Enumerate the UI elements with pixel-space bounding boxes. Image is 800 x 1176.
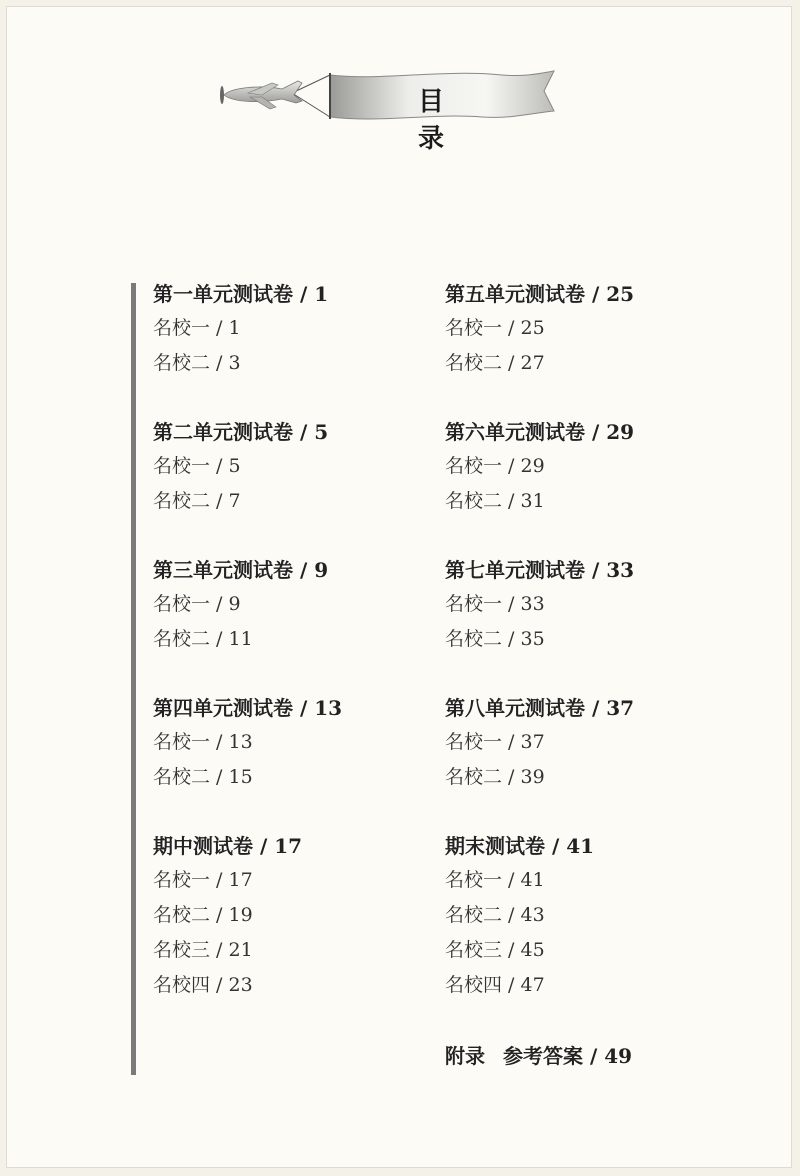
- toc-entry: 名校一 / 17: [153, 869, 253, 891]
- toc-entry: 名校三 / 45: [445, 939, 545, 961]
- toc-entry: 名校一 / 1: [153, 317, 241, 339]
- toc-entry: 名校一 / 25: [445, 317, 545, 339]
- toc-entry: 名校一 / 5: [153, 455, 241, 477]
- appendix-label: 附录: [445, 1044, 485, 1068]
- toc-section: [153, 415, 342, 519]
- toc-entry: 名校四 / 47: [445, 974, 545, 996]
- section-title: 第七单元测试卷 / 33: [445, 558, 635, 582]
- toc-entry: 名校二 / 35: [445, 628, 545, 650]
- appendix-entry: [445, 1039, 632, 1073]
- toc-page: [6, 6, 792, 1168]
- section-title: 期中测试卷 / 17: [153, 834, 303, 858]
- toc-entry: 名校二 / 19: [153, 904, 253, 926]
- toc-section: [445, 415, 634, 519]
- toc-entry: 名校二 / 31: [445, 490, 545, 512]
- toc-entry: 名校一 / 37: [445, 731, 545, 753]
- section-title: 第二单元测试卷 / 5: [153, 420, 329, 444]
- appendix-title: 参考答案 / 49: [503, 1044, 633, 1068]
- section-title: 期末测试卷 / 41: [445, 834, 595, 858]
- toc-entry: 名校二 / 43: [445, 904, 545, 926]
- toc-section: [153, 691, 342, 795]
- toc-entry: 名校一 / 41: [445, 869, 545, 891]
- toc-section: [153, 829, 342, 1003]
- toc-column-right: [445, 277, 634, 1037]
- toc-entry: 名校二 / 39: [445, 766, 545, 788]
- toc-section: [445, 829, 634, 1003]
- toc-entry: 名校一 / 33: [445, 593, 545, 615]
- toc-entry: 名校四 / 23: [153, 974, 253, 996]
- toc-section: [445, 277, 634, 381]
- toc-section: [153, 553, 342, 657]
- section-title: 第八单元测试卷 / 37: [445, 696, 635, 720]
- vertical-divider: [131, 283, 136, 1075]
- page-title: 目 录: [417, 87, 466, 154]
- section-title: 第四单元测试卷 / 13: [153, 696, 343, 720]
- toc-column-left: [153, 277, 342, 1037]
- header-banner: [212, 67, 562, 154]
- toc-section: [153, 277, 342, 381]
- toc-entry: 名校二 / 11: [153, 628, 253, 650]
- toc-section: [445, 691, 634, 795]
- toc-entry: 名校二 / 15: [153, 766, 253, 788]
- section-title: 第六单元测试卷 / 29: [445, 420, 635, 444]
- toc-entry: 名校一 / 29: [445, 455, 545, 477]
- section-title: 第五单元测试卷 / 25: [445, 282, 635, 306]
- toc-entry: 名校三 / 21: [153, 939, 253, 961]
- toc-entry: 名校二 / 7: [153, 490, 241, 512]
- section-title: 第三单元测试卷 / 9: [153, 558, 329, 582]
- section-title: 第一单元测试卷 / 1: [153, 282, 329, 306]
- toc-entry: 名校一 / 9: [153, 593, 241, 615]
- toc-entry: 名校二 / 3: [153, 352, 241, 374]
- toc-section: [445, 553, 634, 657]
- toc-entry: 名校二 / 27: [445, 352, 545, 374]
- toc-entry: 名校一 / 13: [153, 731, 253, 753]
